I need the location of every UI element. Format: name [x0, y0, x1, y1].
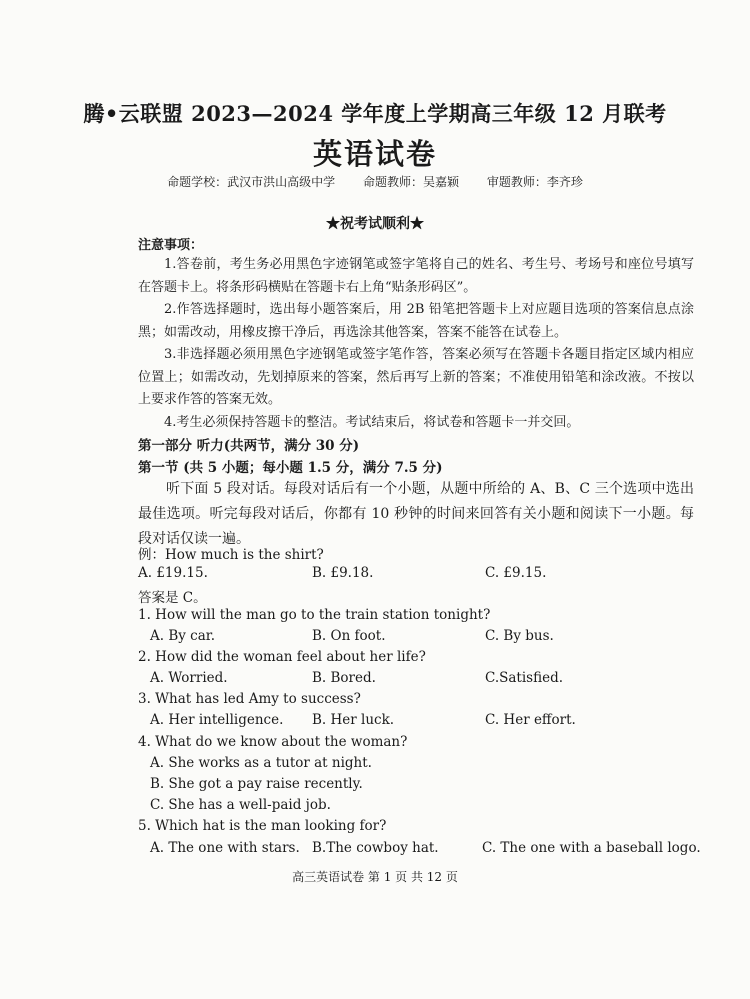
q4-option-a: A. She works as a tutor at night. — [150, 755, 372, 771]
note-item: 1.答卷前，考生务必用黑色字迹钢笔或签字笔将自己的姓名、考生号、考场号和座位号填写在答题卡上。将条形码横贴在答题卡右上角“贴条形码区”。 — [138, 257, 694, 295]
exam-subject: 英语试卷 — [312, 137, 437, 171]
q5-option-a: A. The one with stars. — [150, 840, 300, 856]
q3-option-c: C. Her effort. — [485, 712, 576, 728]
question-4: 4. What do we know about the woman? — [138, 734, 408, 750]
notes-list — [138, 254, 694, 434]
exam-title: 腾•云联盟 2023—2024 学年度上学期高三年级 12 月联考 — [83, 101, 667, 126]
example-option-a: A. £19.15. — [138, 565, 208, 581]
listening-instructions: 听下面 5 段对话。每段对话后有一个小题，从题中所给的 A、B、C 三个选项中选出最佳选项。听完每段对话后，你都有 10 秒钟的时间来回答有关小题和阅读下一小题。每段对话仅读一遍。 — [138, 481, 694, 547]
q4-option-b: B. She got a pay raise recently. — [150, 776, 363, 792]
page-footer: 高三英语试卷 第 1 页 共 12 页 — [292, 870, 458, 884]
question-3: 3. What has led Amy to success? — [138, 691, 361, 707]
notes-heading: 注意事项： — [138, 238, 204, 253]
setter-school: 命题学校：武汉市洪山高级中学 — [167, 175, 336, 189]
note-item: 2.作答选择题时，选出每小题答案后，用 2B 铅笔把答题卡上对应题目选项的答案信息点涂黑；如需改动，用橡皮擦干净后，再选涂其他答案，答案不能答在试卷上。 — [138, 302, 694, 340]
q4-option-c: C. She has a well-paid job. — [150, 797, 331, 813]
q1-option-a: A. By car. — [150, 628, 216, 644]
q5-option-c: C. The one with a baseball logo. — [482, 840, 701, 856]
q2-option-b: B. Bored. — [312, 670, 376, 686]
part1-heading: 第一部分 听力(共两节，满分 30 分) — [138, 438, 360, 454]
reviewer-teacher: 审题教师：李齐珍 — [486, 175, 583, 189]
q3-option-a: A. Her intelligence. — [150, 712, 284, 728]
example-option-c: C. £9.15. — [485, 565, 547, 581]
question-2: 2. How did the woman feel about her life? — [138, 649, 426, 665]
q1-option-b: B. On foot. — [312, 628, 386, 644]
question-1: 1. How will the man go to the train station tonight? — [138, 607, 491, 623]
example-answer: 答案是 C。 — [138, 590, 207, 606]
good-luck-banner: ★祝考试顺利★ — [326, 216, 424, 232]
q5-option-b: B.The cowboy hat. — [312, 840, 439, 856]
section1-heading: 第一节 (共 5 小题；每小题 1.5 分，满分 7.5 分) — [138, 460, 443, 476]
q2-option-a: A. Worried. — [150, 670, 228, 686]
note-item: 3.非选择题必须用黑色字迹钢笔或签字笔作答，答案必须写在答题卡各题目指定区域内相应位置上；如需改动，先划掉原来的答案，然后再写上新的答案；不准使用铅笔和涂改液。不按以上要求作答的答案无效。 — [138, 347, 694, 407]
q1-option-c: C. By bus. — [485, 628, 554, 644]
author-line — [0, 173, 750, 190]
question-5: 5. Which hat is the man looking for? — [138, 818, 387, 834]
q2-option-c: C.Satisfied. — [485, 670, 564, 686]
q3-option-b: B. Her luck. — [312, 712, 395, 728]
example-option-b: B. £9.18. — [312, 565, 374, 581]
example-question: 例：How much is the shirt? — [138, 547, 324, 563]
note-item: 4.考生必须保持答题卡的整洁。考试结束后，将试卷和答题卡一并交回。 — [164, 414, 580, 430]
setter-teacher: 命题教师：吴嘉颖 — [362, 175, 459, 189]
